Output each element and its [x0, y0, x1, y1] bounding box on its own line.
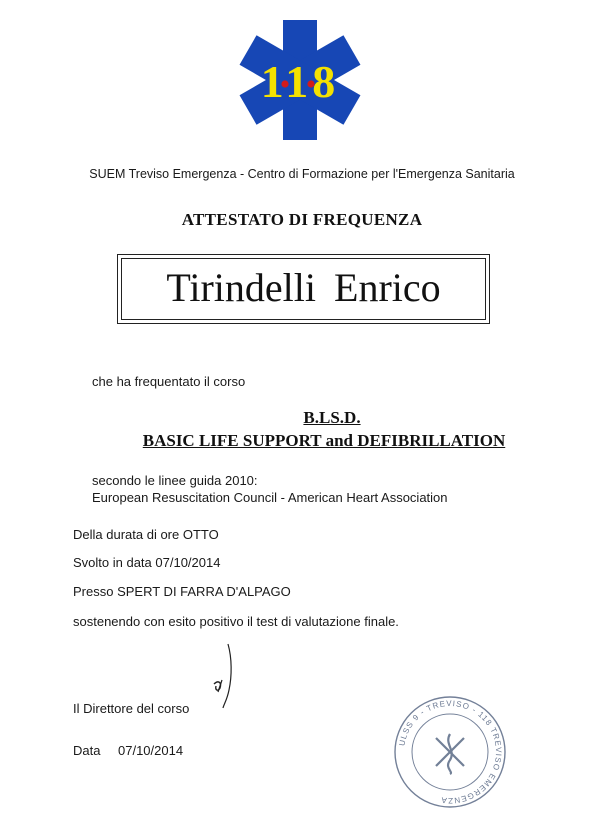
result-text: sostenendo con esito positivo il test di valutazione finale. [73, 614, 399, 629]
location-text: Presso SPERT DI FARRA D'ALPAGO [73, 584, 291, 599]
guidelines-line-1: secondo le linee guida 2010: [92, 473, 258, 488]
date-label: Data [73, 743, 101, 758]
logo-118-star-of-life [238, 18, 362, 142]
director-signature [196, 640, 246, 710]
duration-text: Della durata di ore OTTO [73, 527, 219, 542]
course-code: B.LS.D. [303, 408, 361, 427]
director-label: Il Direttore del corso [73, 701, 190, 716]
official-stamp [392, 694, 508, 810]
stamp-ring-text: ULSS 9 - TREVISO - 118 TREVISO EMERGENZA [397, 698, 504, 806]
date-value: 07/10/2014 [118, 743, 184, 758]
logo-text: 118 [260, 56, 340, 107]
attended-text: che ha frequentato il corso [92, 374, 246, 389]
guidelines-line-2: European Resuscitation Council - American Heart Association [92, 490, 448, 505]
organization-name: SUEM Treviso Emergenza - Centro di Formazione per l'Emergenza Sanitaria [89, 167, 515, 181]
certificate-title: ATTESTATO DI FREQUENZA [181, 210, 423, 229]
course-name: BASIC LIFE SUPPORT and DEFIBRILLATION [142, 431, 506, 450]
recipient-name: Tirindelli Enrico [166, 265, 441, 310]
date-performed-text: Svolto in data 07/10/2014 [73, 555, 221, 570]
stamp-emblem [436, 734, 464, 774]
